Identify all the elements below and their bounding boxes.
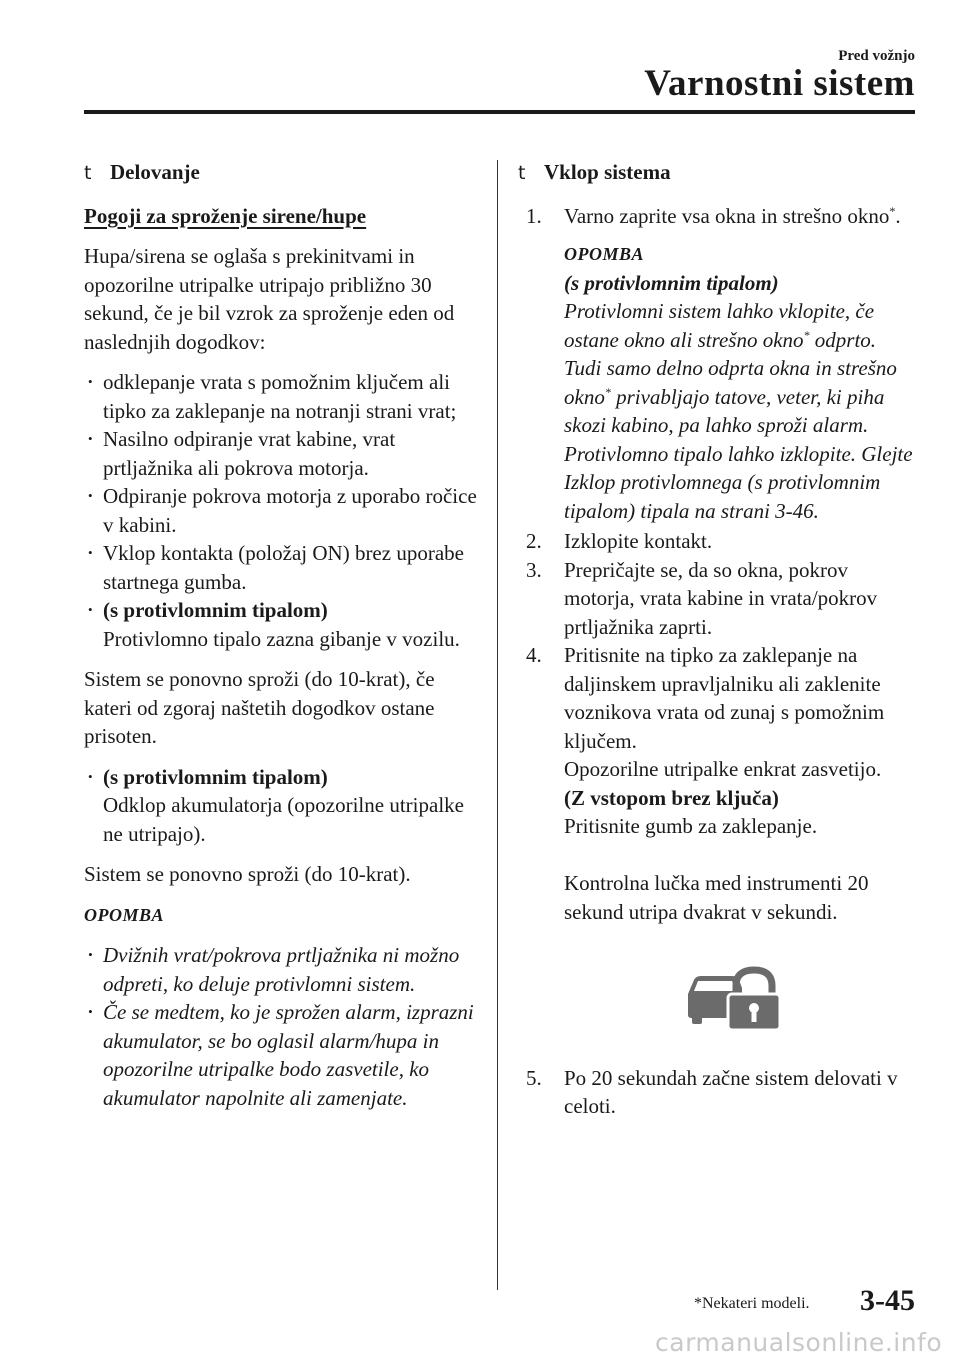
section-heading-activation — [518, 158, 918, 188]
step-text: Prepričajte se, da so okna, pokrov motorja, vrata kabine in vrata/pokrov prtljažnika zaprti. — [564, 557, 878, 639]
note-body-2: Protivlomno tipalo lahko izklopite. Glejte Izklop protivlomnega (s protivlomnim tipalom) tipala na strani 3-46. — [564, 441, 913, 523]
heading-marker: t — [84, 162, 92, 184]
section-name: Pred vožnjo — [838, 48, 915, 64]
car-lock-icon — [684, 964, 780, 1032]
security-indicator-icon — [518, 964, 918, 1040]
list-item-text: Odklop akumulatorja (opozorilne utripalke ne utripajo). — [103, 793, 464, 846]
footnote: *Nekateri modeli. — [694, 1295, 810, 1312]
note-title: OPOMBA — [84, 904, 165, 925]
list-item-qualifier: (s protivlomnim tipalom) — [103, 764, 328, 789]
step-text: Pritisnite na tipko za zaklepanje na daljinskem upravljalniku ali zaklenite voznikova vrata od zunaj s pomožnim ključem. Opozorilne utripalke enkrat zasvetijo. (Z vstopom brez ključa) Pritisnite gumb za zaklepanje. Kontrolna lučka med instrumenti 20 sekund utripa dvakrat v sekundi. — [564, 643, 885, 924]
repeat-paragraph: Sistem se ponovno sproži (do 10-krat), če kateri od zgoraj naštetih dogodkov ostane prisoten. — [84, 667, 435, 748]
list-item: • Vklop kontakta (položaj ON) brez uporabe startnega gumba. — [84, 539, 484, 596]
note-list — [84, 941, 484, 1112]
list-item: • Nasilno odpiranje vrat kabine, vrat prtljažnika ali pokrova motorja. — [84, 425, 484, 482]
note-item: • Če se medtem, ko je sprožen alarm, izprazni akumulator, se bo oglasil alarm/hupa in opozorilne utripalke bodo zasvetile, ko akumulator napolnite ali zamenjate. — [84, 998, 484, 1112]
list-item — [84, 596, 484, 653]
heading-text: Delovanje — [110, 160, 200, 184]
heading-marker: t — [518, 162, 526, 184]
note-qualifier: (s protivlomnim tipalom) — [564, 270, 779, 295]
repeat-paragraph-2: Sistem se ponovno sproži (do 10-krat). — [84, 862, 411, 886]
step-number: 5. — [526, 1065, 542, 1090]
intro-paragraph: Hupa/sirena se oglaša s prekinitvami in opozorilne utripalke utripajo približno 30 sekund, če je bil vzrok za sproženje eden od naslednjih dogodkov: — [84, 244, 455, 354]
step-qualifier: (Z vstopom brez ključa) — [564, 785, 779, 810]
note-title: OPOMBA — [564, 244, 645, 264]
page-title: Varnostni sistem — [644, 63, 915, 104]
step-3 — [518, 556, 918, 642]
step-1 — [518, 202, 918, 231]
list-item: • Odpiranje pokrova motorja z uporabo ročice v kabini. — [84, 482, 484, 539]
step-number: 2. — [526, 529, 542, 553]
list-item-text: Protivlomno tipalo zazna gibanje v vozilu. — [103, 626, 460, 651]
list-item: • odklepanje vrata s pomožnim ključem ali tipko za zaklepanje na notranji strani vrat; — [84, 368, 484, 425]
list-item — [84, 763, 484, 849]
page-number: 3-45 — [860, 1284, 915, 1317]
step-number: 4. — [526, 643, 542, 667]
header-rule — [84, 110, 915, 114]
step-text: Varno zaprite vsa okna in strešno okno*. — [564, 203, 901, 228]
step-number: 3. — [526, 557, 542, 582]
activation-note — [518, 240, 918, 525]
section-heading-operation — [84, 158, 484, 188]
step-5 — [518, 1064, 918, 1121]
step-4 — [518, 641, 918, 926]
trigger-list — [84, 368, 484, 653]
step-2 — [518, 527, 918, 556]
step-text: Po 20 sekundah začne sistem delovati v celoti. — [564, 1065, 898, 1118]
subheading-conditions: Pogoji za sproženje sirene/hupe — [84, 203, 367, 228]
step-number: 1. — [526, 203, 542, 228]
battery-list — [84, 763, 484, 849]
right-column — [518, 158, 918, 1121]
list-item-qualifier: (s protivlomnim tipalom) — [103, 598, 328, 622]
step-text: Izklopite kontakt. — [564, 529, 713, 553]
watermark: carmanualsonline.info — [655, 1328, 943, 1357]
heading-text: Vklop sistema — [544, 160, 671, 184]
note-body: Protivlomni sistem lahko vklopite, če ostane okno ali strešno okno* odprto. Tudi samo delno odprta okna in strešno okno* privabljajo tatove, veter, ki piha skozi kabino, pa lahko sproži alarm. — [564, 299, 897, 437]
left-column — [84, 158, 484, 1124]
column-divider — [497, 160, 498, 1290]
note-item: • Dvižnih vrat/pokrova prtljažnika ni možno odpreti, ko deluje protivlomni sistem. — [84, 941, 484, 998]
